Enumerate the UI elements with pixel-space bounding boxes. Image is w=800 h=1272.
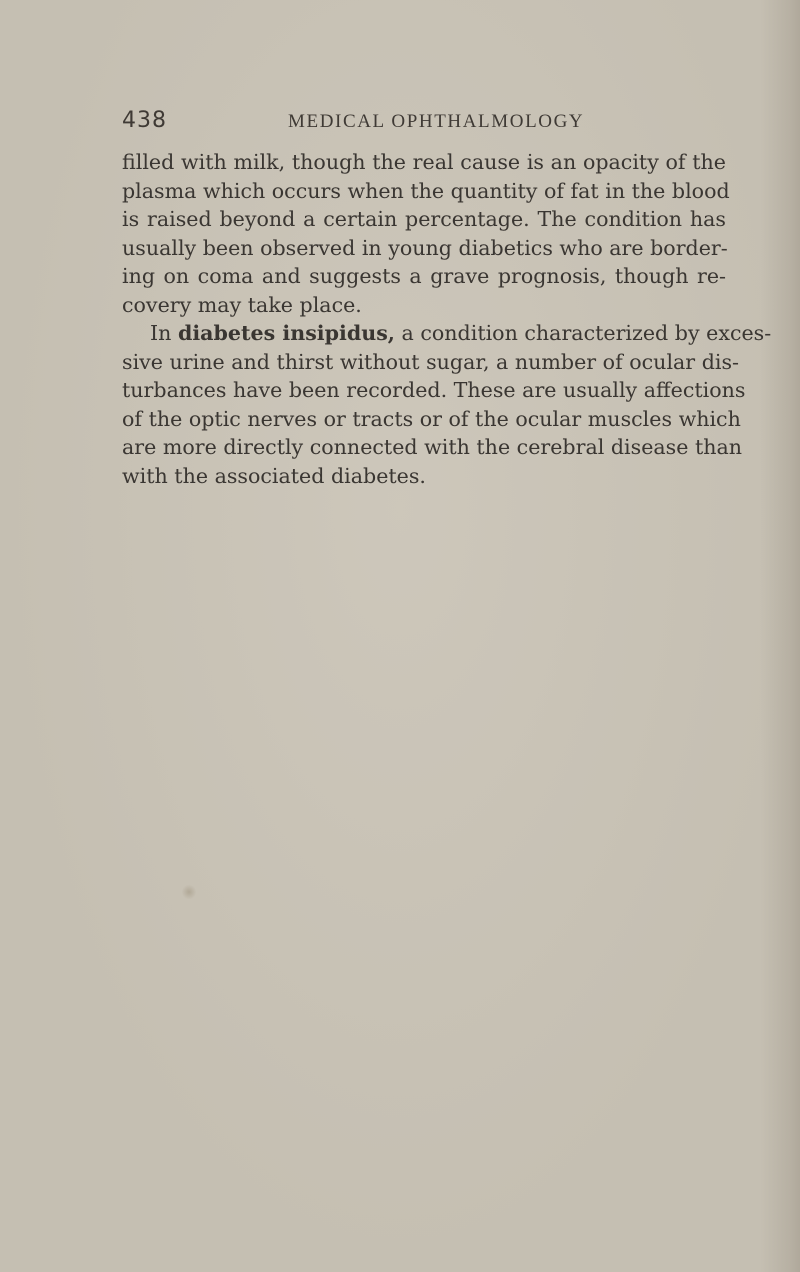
running-head [122,108,722,138]
paragraph-1 [122,148,730,319]
lead-in: In [150,321,178,345]
text-line: of the optic nerves or tracts or of the ocular muscles which [122,406,741,431]
paragraph-2 [122,319,772,490]
text-line [122,319,772,348]
text-line: plasma which occurs when the quantity of fat in the blood [122,178,730,203]
first-line-rest: a condition characterized by exces- [394,321,772,345]
text-line: covery may take place. [122,292,362,317]
text-line: sive urine and thirst without sugar, a number of ocular dis- [122,349,739,374]
paper-stain [182,884,196,900]
text-line: are more directly connected with the cerebral disease than [122,435,743,459]
text-line: is raised beyond a certain percentage. The condition has [122,207,726,231]
bold-term: diabetes insipidus, [177,321,395,345]
running-title: MEDICAL OPHTHALMOLOGY [288,111,585,132]
text-line: filled with milk, though the real cause is an opacity of the [122,150,726,174]
page-number: 438 [122,108,167,133]
body-text [122,148,772,490]
text-line: ing on coma and suggests a grave prognosis, though re- [122,264,726,288]
text-line: turbances have been recorded. These are usually affections [122,378,746,402]
text-line: usually been observed in young diabetics who are border- [122,235,728,260]
text-line: with the associated diabetes. [122,463,426,488]
